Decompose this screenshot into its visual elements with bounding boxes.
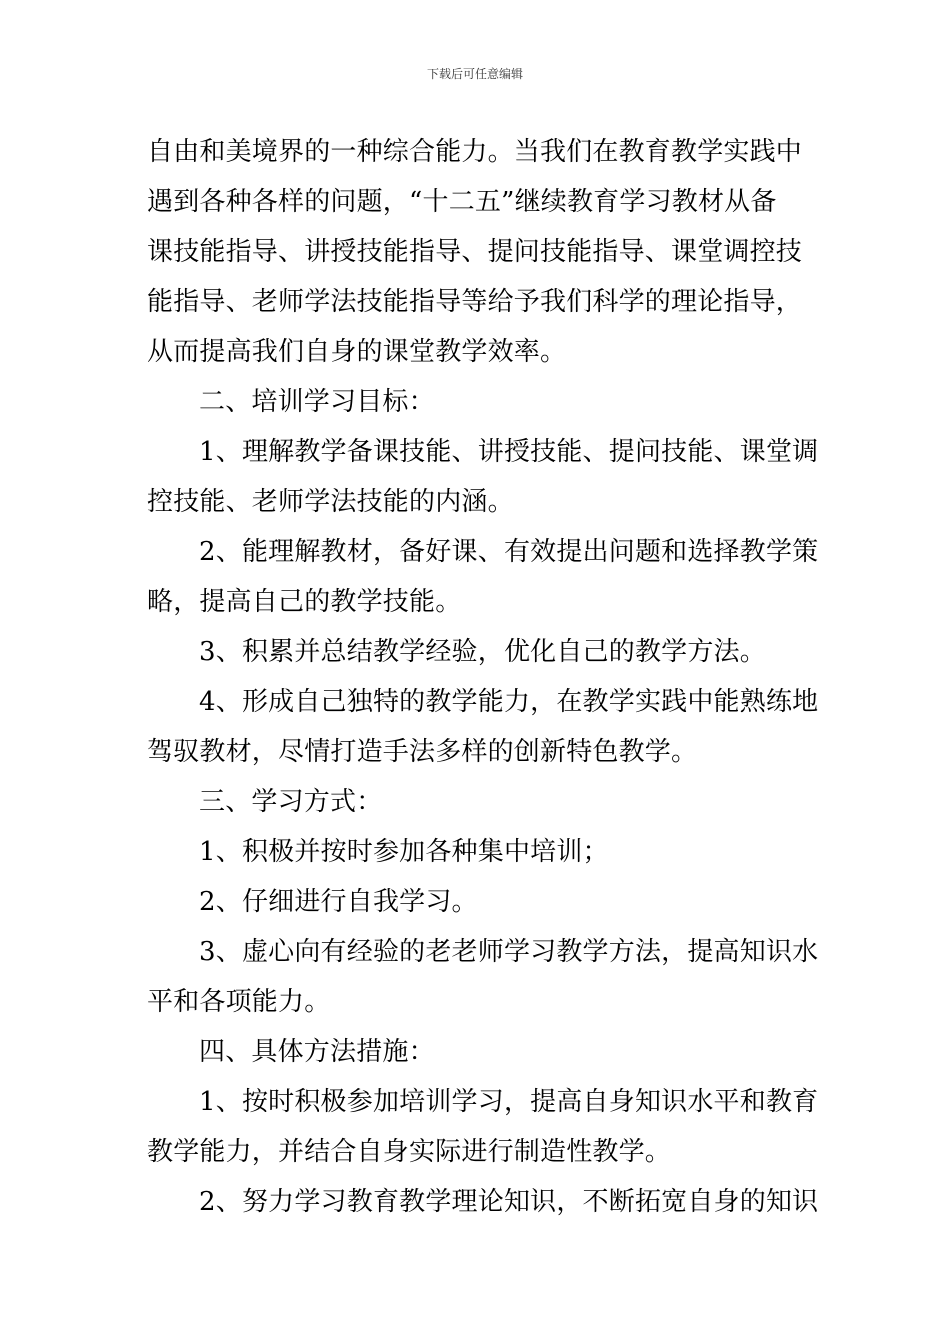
- text-line: 略，提高自己的教学技能。: [147, 587, 462, 617]
- document-body: [147, 127, 819, 1227]
- section-heading: 二、培训学习目标：: [199, 387, 435, 417]
- list-item: 2、努力学习教育教学理论知识，不断拓宽自身的知识: [199, 1187, 819, 1217]
- page-header-watermark: 下载后可任意编辑: [426, 67, 523, 81]
- text-line: 能指导、老师学法技能指导等给予我们科学的理论指导，: [147, 287, 803, 317]
- text-line: 自由和美境界的一种综合能力。当我们在教育教学实践中: [147, 137, 803, 167]
- text-line: 教学能力，并结合自身实际进行制造性教学。: [147, 1137, 672, 1167]
- list-item: 2、能理解教材，备好课、有效提出问题和选择教学策: [199, 537, 819, 567]
- text-line: 驾驭教材，尽情打造手法多样的创新特色教学。: [147, 737, 698, 767]
- section-heading: 四、具体方法措施：: [199, 1037, 435, 1067]
- text-line: 遇到各种各样的问题，“十二五”继续教育学习教材从备: [147, 187, 777, 217]
- list-item: 4、形成自己独特的教学能力，在教学实践中能熟练地: [199, 687, 819, 717]
- list-item: 2、仔细进行自我学习。: [199, 887, 478, 917]
- list-item: 1、按时积极参加培训学习，提高自身知识水平和教育: [199, 1087, 819, 1117]
- list-item: 3、积累并总结教学经验，优化自己的教学方法。: [199, 637, 766, 667]
- text-line: 平和各项能力。: [147, 987, 331, 1017]
- text-line: 控技能、老师学法技能的内涵。: [147, 487, 514, 517]
- text-line: 课技能指导、讲授技能指导、提问技能指导、课堂调控技: [147, 237, 803, 267]
- section-heading: 三、学习方式：: [199, 787, 383, 817]
- text-line: 从而提高我们自身的课堂教学效率。: [147, 337, 567, 367]
- list-item: 1、积极并按时参加各种集中培训；: [199, 837, 609, 867]
- list-item: 3、虚心向有经验的老老师学习教学方法，提高知识水: [199, 937, 819, 967]
- list-item: 1、理解教学备课技能、讲授技能、提问技能、课堂调: [199, 437, 819, 467]
